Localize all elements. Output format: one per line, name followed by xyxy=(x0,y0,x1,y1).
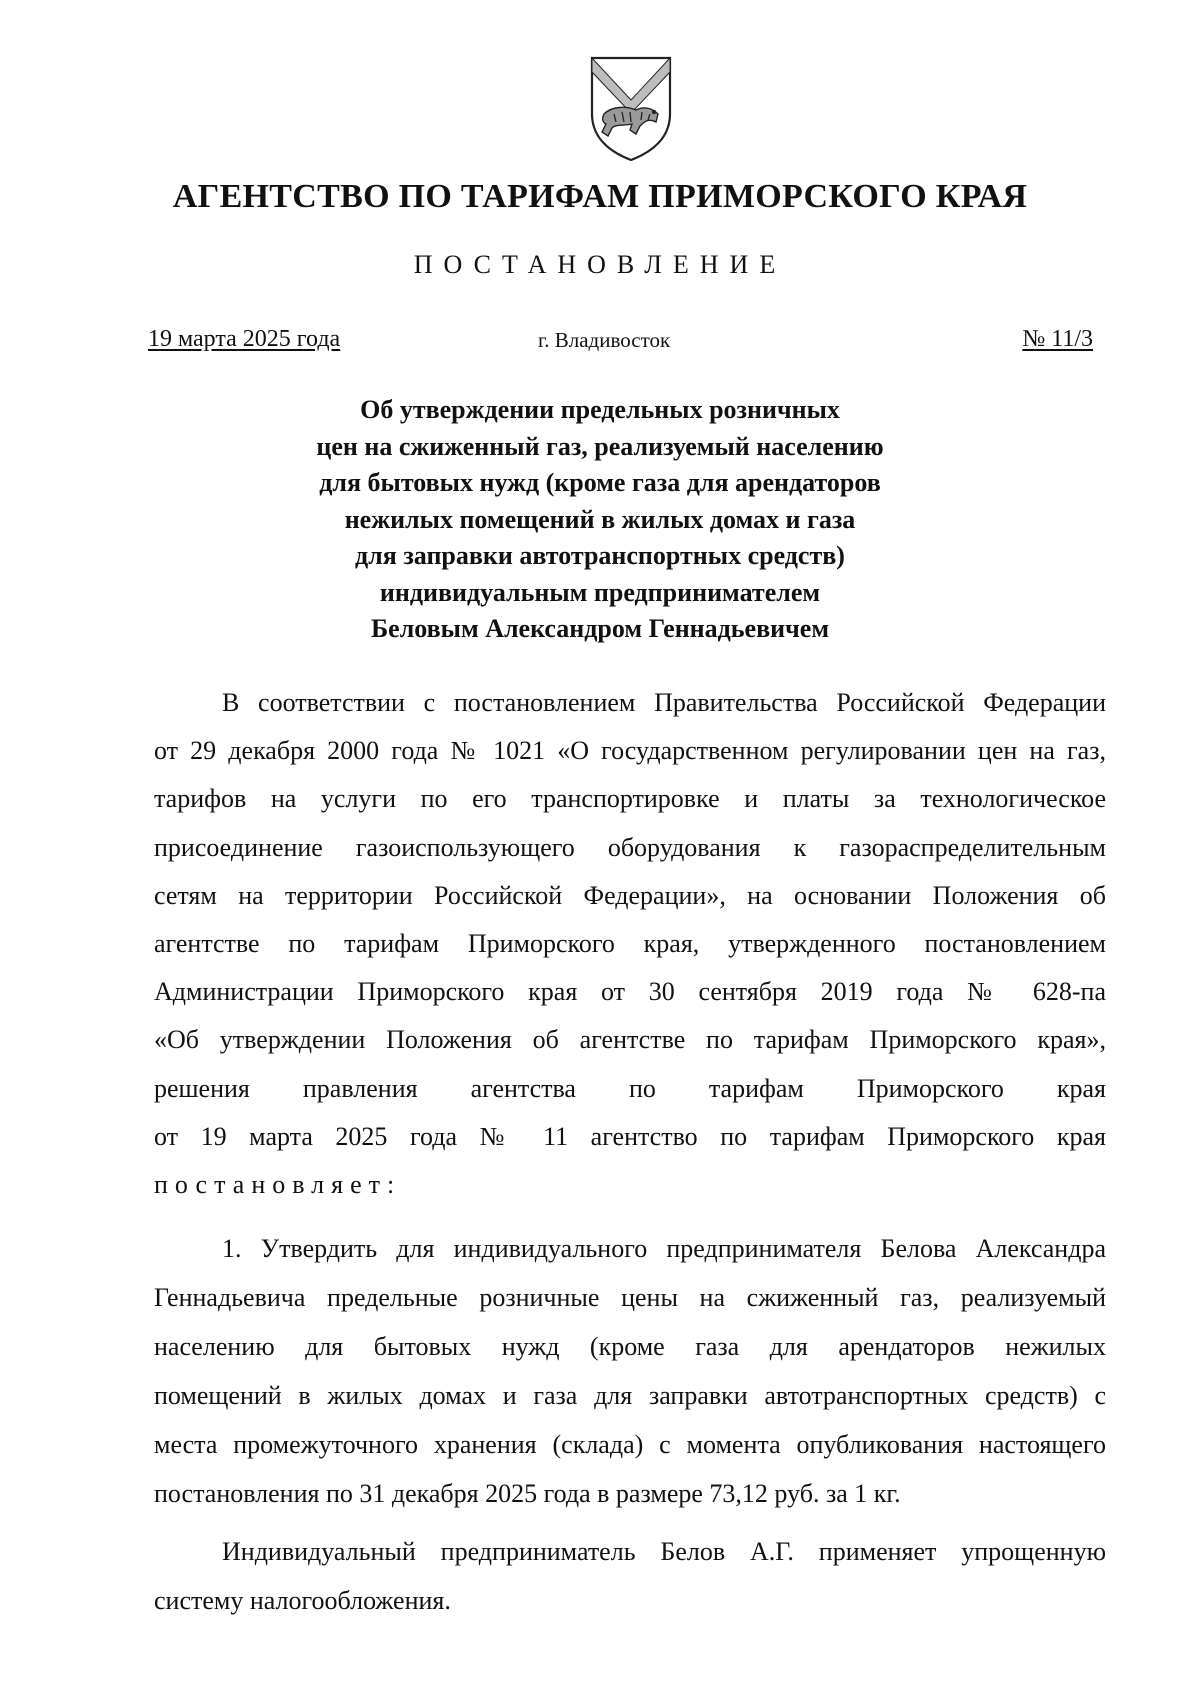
preamble-line: от 29 декабря 2000 года № 1021 «О государственном регулировании цен на газ, xyxy=(154,736,1106,766)
tax-note-paragraph xyxy=(154,1527,1106,1625)
preamble-line: агентстве по тарифам Приморского края, утвержденного постановлением xyxy=(154,929,1106,959)
resolution-word: постановляет: xyxy=(154,1170,402,1200)
preamble-line: сетям на территории Российской Федерации», на основании Положения об xyxy=(154,880,1106,910)
document-type: ПОСТАНОВЛЕНИЕ xyxy=(413,250,787,279)
clause-line: Геннадьевича предельные розничные цены на сжиженный газ, реализуемый xyxy=(154,1283,1106,1312)
tax-note-line: Индивидуальный предприниматель Белов А.Г. применяет упрощенную xyxy=(222,1537,1106,1566)
preamble-line: «Об утверждении Положения об агентстве по тарифам Приморского края», xyxy=(154,1025,1106,1055)
title-line: Беловым Александром Геннадьевичем xyxy=(370,614,830,643)
title-line: Об утверждении предельных розничных xyxy=(360,395,840,424)
document-city: г. Владивосток xyxy=(538,328,671,352)
document-number: № 11/3 xyxy=(1022,326,1093,352)
preamble-line: В соответствии с постановлением Правительства Российской Федерации xyxy=(222,688,1106,717)
agency-name: АГЕНТСТВО ПО ТАРИФАМ ПРИМОРСКОГО КРАЯ xyxy=(172,178,1028,215)
coat-of-arms-icon xyxy=(586,52,676,166)
title-line: цен на сжиженный газ, реализуемый населению xyxy=(316,431,884,461)
tax-note-line: систему налогообложения. xyxy=(154,1586,451,1615)
preamble-line: присоединение газоиспользующего оборудования к газораспределительным xyxy=(154,832,1106,862)
document-title xyxy=(0,392,1200,648)
preamble-line: Администрации Приморского края от 30 сентября 2019 года № 628-па xyxy=(154,977,1106,1007)
title-line: для бытовых нужд (кроме газа для арендаторов xyxy=(319,468,881,497)
preamble-line: решения правления агентства по тарифам Приморского края xyxy=(154,1073,1106,1103)
clause-line: населению для бытовых нужд (кроме газа для арендаторов нежилых xyxy=(154,1332,1106,1361)
clause-line: места промежуточного хранения (склада) с момента опубликования настоящего xyxy=(154,1430,1106,1459)
clause-line: помещений в жилых домах и газа для заправки автотранспортных средств) с xyxy=(154,1381,1106,1410)
clause-line: 1. Утвердить для индивидуального предпринимателя Белова Александра xyxy=(222,1234,1106,1263)
preamble-line: тарифов на услуги по его транспортировке и платы за технологическое xyxy=(154,784,1106,814)
document-date: 19 марта 2025 года xyxy=(148,326,341,352)
clause-line: постановления по 31 декабря 2025 года в размере 73,12 руб. за 1 кг. xyxy=(154,1479,901,1508)
title-line: индивидуальным предпринимателем xyxy=(379,577,821,607)
preamble-paragraph xyxy=(154,679,1106,1209)
clause-1-paragraph xyxy=(154,1224,1106,1518)
title-line: для заправки автотранспортных средств) xyxy=(355,541,845,570)
title-line: нежилых помещений в жилых домах и газа xyxy=(344,504,856,534)
preamble-line: от 19 марта 2025 года № 11 агентство по тарифам Приморского края xyxy=(154,1121,1106,1151)
